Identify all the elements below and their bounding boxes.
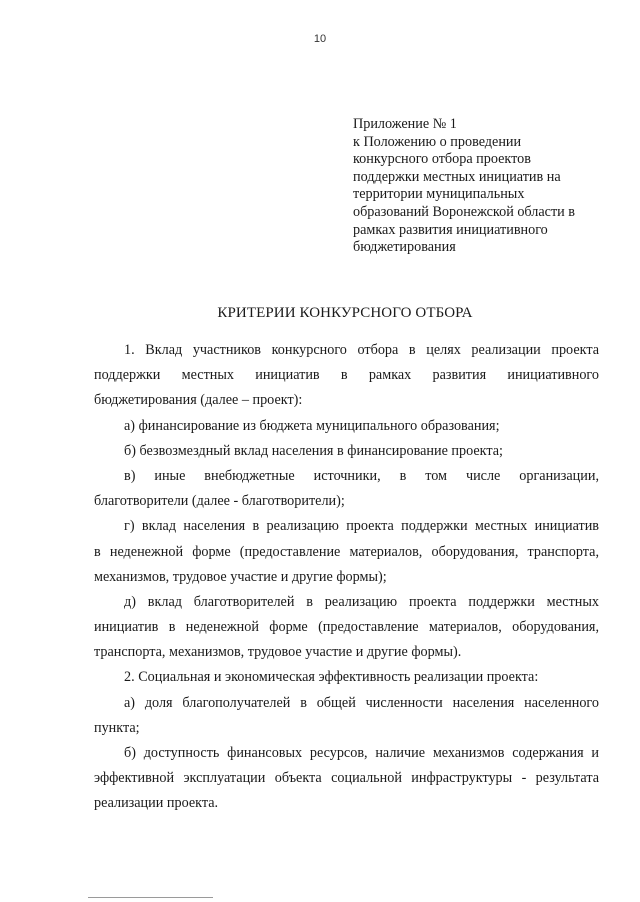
appendix-line: поддержки местных инициатив на xyxy=(353,168,561,185)
body-line: в) иные внебюджетные источники, в том числе организации, xyxy=(124,467,599,484)
body-line: б) доступность финансовых ресурсов, наличие механизмов содержания и xyxy=(124,745,599,761)
appendix-block xyxy=(353,116,613,257)
page-number: 10 xyxy=(313,33,327,45)
body-line: 1. Вклад участников конкурсного отбора в целях реализации проекта xyxy=(124,342,599,358)
appendix-line: Приложение № 1 xyxy=(353,116,457,132)
body-line: поддержки местных инициатив в рамках развития инициативного xyxy=(94,367,599,384)
appendix-line: конкурсного отбора проектов xyxy=(353,151,531,168)
body-line: реализации проекта. xyxy=(94,795,219,812)
body-line: эффективной эксплуатации объекта социальной инфраструктуры - результата xyxy=(94,770,599,787)
body-line: 2. Социальная и экономическая эффективность реализации проекта: xyxy=(124,669,539,686)
body-line: транспорта, механизмов, трудовое участие и другие формы). xyxy=(94,644,462,661)
appendix-line: рамках развития инициативного xyxy=(353,221,548,238)
appendix-line: к Положению о проведении xyxy=(353,133,522,150)
footer-divider xyxy=(88,897,213,898)
body-line: инициатив в неденежной форме (предоставление материалов, оборудования, xyxy=(94,619,599,636)
appendix-line: образований Воронежской области в xyxy=(353,203,576,220)
body-line: а) доля благополучателей в общей численности населения населенного xyxy=(124,694,599,711)
body-line: благотворители (далее - благотворители); xyxy=(94,493,345,510)
document-title: КРИТЕРИИ КОНКУРСНОГО ОТБОРА xyxy=(217,305,473,321)
body-line: а) финансирование из бюджета муниципального образования; xyxy=(124,417,500,434)
appendix-line: бюджетирования xyxy=(353,239,456,256)
body-line: г) вклад населения в реализацию проекта поддержки местных инициатив xyxy=(124,518,599,535)
body-line: б) безвозмездный вклад населения в финансирование проекта; xyxy=(124,442,503,459)
body-line: в неденежной форме (предоставление материалов, оборудования, транспорта, xyxy=(94,543,599,560)
body-line: бюджетирования (далее – проект): xyxy=(94,392,303,409)
document-body xyxy=(94,338,599,817)
appendix-line: территории муниципальных xyxy=(353,186,525,203)
body-line: д) вклад благотворителей в реализацию проекта поддержки местных xyxy=(124,593,599,610)
body-line: механизмов, трудовое участие и другие формы); xyxy=(94,568,387,585)
body-line: пункта; xyxy=(94,719,140,736)
